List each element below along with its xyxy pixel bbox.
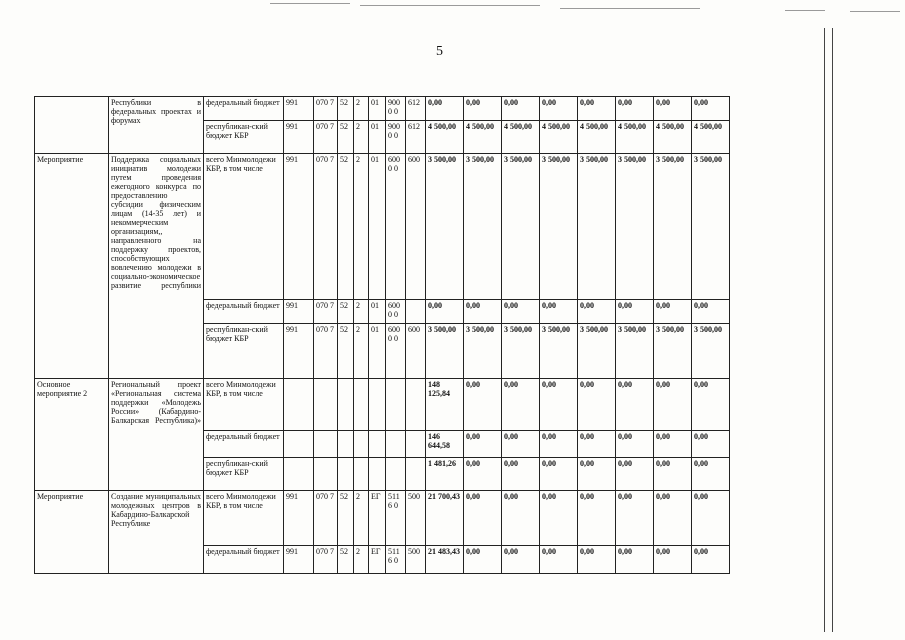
code-cell: 991 <box>284 324 314 379</box>
value-cell: 0,00 <box>616 300 654 324</box>
value-cell: 0,00 <box>502 491 540 546</box>
table-row <box>35 379 730 431</box>
value-cell: 4 500,00 <box>578 121 616 154</box>
funding-source-cell: всего Минмолодежи КБР, в том числе <box>204 379 284 431</box>
code-cell <box>369 458 386 491</box>
code-cell <box>406 379 426 431</box>
value-cell: 4 500,00 <box>654 121 692 154</box>
value-cell: 3 500,00 <box>540 154 578 300</box>
value-cell: 3 500,00 <box>540 324 578 379</box>
code-cell: 600 <box>406 154 426 300</box>
code-cell: 500 <box>406 491 426 546</box>
code-cell <box>338 431 354 458</box>
value-cell: 4 500,00 <box>540 121 578 154</box>
code-cell: 52 <box>338 324 354 379</box>
value-cell: 0,00 <box>502 546 540 574</box>
activity-cell: Мероприятие <box>35 491 109 574</box>
code-cell: 991 <box>284 97 314 121</box>
code-cell: ЕГ <box>369 546 386 574</box>
code-cell: 2 <box>354 324 369 379</box>
value-cell: 0,00 <box>654 379 692 431</box>
value-cell: 3 500,00 <box>426 324 464 379</box>
code-cell: ЕГ <box>369 491 386 546</box>
value-cell: 3 500,00 <box>502 154 540 300</box>
code-cell: 991 <box>284 154 314 300</box>
table-row <box>35 154 730 300</box>
value-cell: 0,00 <box>654 431 692 458</box>
code-cell <box>284 431 314 458</box>
value-cell: 0,00 <box>616 458 654 491</box>
budget-table <box>34 96 730 574</box>
code-cell: 01 <box>369 154 386 300</box>
value-cell: 0,00 <box>692 546 730 574</box>
code-cell: 52 <box>338 154 354 300</box>
scan-line-right <box>832 28 833 632</box>
code-cell <box>369 431 386 458</box>
value-cell: 0,00 <box>464 431 502 458</box>
code-cell: 991 <box>284 491 314 546</box>
funding-source-cell: федеральный бюджет <box>204 97 284 121</box>
value-cell: 0,00 <box>616 97 654 121</box>
value-cell: 0,00 <box>654 300 692 324</box>
value-cell: 0,00 <box>464 97 502 121</box>
code-cell: 612 <box>406 97 426 121</box>
value-cell: 0,00 <box>616 431 654 458</box>
code-cell: 5116 0 <box>386 546 406 574</box>
code-cell: 9000 0 <box>386 121 406 154</box>
code-cell: 991 <box>284 121 314 154</box>
value-cell: 0,00 <box>616 546 654 574</box>
code-cell <box>354 431 369 458</box>
value-cell: 0,00 <box>464 379 502 431</box>
value-cell: 3 500,00 <box>464 324 502 379</box>
value-cell: 3 500,00 <box>578 154 616 300</box>
value-cell: 0,00 <box>578 458 616 491</box>
description-cell: Создание муниципальных молодежных центров в Кабардино-Балкарской Республике <box>109 491 204 574</box>
code-cell: 070 7 <box>314 546 338 574</box>
value-cell: 0,00 <box>540 97 578 121</box>
value-cell: 0,00 <box>616 491 654 546</box>
value-cell: 0,00 <box>502 300 540 324</box>
code-cell: 5116 0 <box>386 491 406 546</box>
code-cell: 2 <box>354 300 369 324</box>
value-cell: 0,00 <box>578 546 616 574</box>
value-cell: 0,00 <box>578 431 616 458</box>
code-cell: 52 <box>338 546 354 574</box>
value-cell: 21 483,43 <box>426 546 464 574</box>
value-cell: 0,00 <box>692 491 730 546</box>
code-cell: 070 7 <box>314 300 338 324</box>
value-cell: 0,00 <box>464 458 502 491</box>
code-cell: 070 7 <box>314 121 338 154</box>
value-cell: 3 500,00 <box>616 154 654 300</box>
value-cell: 0,00 <box>464 300 502 324</box>
code-cell <box>314 431 338 458</box>
code-cell: 2 <box>354 154 369 300</box>
code-cell: 070 7 <box>314 97 338 121</box>
code-cell: 500 <box>406 546 426 574</box>
value-cell: 4 500,00 <box>502 121 540 154</box>
code-cell: 6000 0 <box>386 300 406 324</box>
value-cell: 0,00 <box>578 491 616 546</box>
value-cell: 0,00 <box>616 379 654 431</box>
code-cell <box>354 458 369 491</box>
description-cell: Региональный проект «Региональная система поддержки «Молодежь России» (Кабардино-Балкарская Республика)» <box>109 379 204 491</box>
code-cell: 2 <box>354 121 369 154</box>
value-cell: 0,00 <box>692 431 730 458</box>
value-cell: 0,00 <box>540 458 578 491</box>
code-cell: 2 <box>354 491 369 546</box>
value-cell: 146 644,58 <box>426 431 464 458</box>
value-cell: 3 500,00 <box>426 154 464 300</box>
code-cell: 991 <box>284 546 314 574</box>
code-cell <box>386 379 406 431</box>
value-cell: 4 500,00 <box>426 121 464 154</box>
value-cell: 4 500,00 <box>464 121 502 154</box>
value-cell: 148 125,84 <box>426 379 464 431</box>
code-cell: 6000 0 <box>386 324 406 379</box>
value-cell: 0,00 <box>540 546 578 574</box>
activity-cell <box>35 97 109 154</box>
value-cell: 0,00 <box>654 97 692 121</box>
value-cell: 3 500,00 <box>692 154 730 300</box>
code-cell <box>369 379 386 431</box>
value-cell: 0,00 <box>654 546 692 574</box>
code-cell: 070 7 <box>314 491 338 546</box>
value-cell: 0,00 <box>464 546 502 574</box>
code-cell: 01 <box>369 121 386 154</box>
code-cell <box>354 379 369 431</box>
activity-cell: Мероприятие <box>35 154 109 379</box>
code-cell: 52 <box>338 300 354 324</box>
code-cell <box>386 458 406 491</box>
value-cell: 3 500,00 <box>692 324 730 379</box>
code-cell: 612 <box>406 121 426 154</box>
value-cell: 0,00 <box>540 379 578 431</box>
value-cell: 0,00 <box>540 300 578 324</box>
value-cell: 0,00 <box>426 97 464 121</box>
code-cell: 52 <box>338 491 354 546</box>
value-cell: 0,00 <box>578 379 616 431</box>
code-cell <box>386 431 406 458</box>
value-cell: 4 500,00 <box>616 121 654 154</box>
value-cell: 3 500,00 <box>502 324 540 379</box>
code-cell: 2 <box>354 546 369 574</box>
value-cell: 0,00 <box>692 379 730 431</box>
code-cell <box>338 458 354 491</box>
code-cell: 01 <box>369 97 386 121</box>
value-cell: 0,00 <box>654 491 692 546</box>
value-cell: 3 500,00 <box>464 154 502 300</box>
code-cell <box>338 379 354 431</box>
table-row <box>35 491 730 546</box>
value-cell: 21 700,43 <box>426 491 464 546</box>
value-cell: 0,00 <box>578 300 616 324</box>
code-cell: 2 <box>354 97 369 121</box>
value-cell: 0,00 <box>654 458 692 491</box>
funding-source-cell: федеральный бюджет <box>204 431 284 458</box>
funding-source-cell: республикан-ский бюджет КБР <box>204 324 284 379</box>
code-cell <box>314 458 338 491</box>
value-cell: 0,00 <box>692 97 730 121</box>
code-cell <box>406 300 426 324</box>
activity-cell: Основное мероприятие 2 <box>35 379 109 491</box>
value-cell: 0,00 <box>692 458 730 491</box>
code-cell: 52 <box>338 121 354 154</box>
value-cell: 0,00 <box>502 431 540 458</box>
funding-source-cell: республикан-ский бюджет КБР <box>204 458 284 491</box>
funding-source-cell: федеральный бюджет <box>204 300 284 324</box>
value-cell: 0,00 <box>540 491 578 546</box>
description-cell: Республики в федеральных проектах и форумах <box>109 97 204 154</box>
code-cell <box>284 458 314 491</box>
value-cell: 3 500,00 <box>654 324 692 379</box>
value-cell: 0,00 <box>502 97 540 121</box>
funding-source-cell: всего Минмолодежи КБР, в том числе <box>204 154 284 300</box>
value-cell: 3 500,00 <box>578 324 616 379</box>
code-cell: 01 <box>369 300 386 324</box>
code-cell: 070 7 <box>314 154 338 300</box>
code-cell <box>406 458 426 491</box>
code-cell <box>406 431 426 458</box>
code-cell: 600 <box>406 324 426 379</box>
value-cell: 0,00 <box>502 458 540 491</box>
code-cell <box>284 379 314 431</box>
table-row <box>35 97 730 121</box>
funding-source-cell: всего Минмолодежи КБР, в том числе <box>204 491 284 546</box>
code-cell: 991 <box>284 300 314 324</box>
scan-line-left <box>824 28 825 632</box>
funding-source-cell: республикан-ский бюджет КБР <box>204 121 284 154</box>
code-cell <box>314 379 338 431</box>
code-cell: 9000 0 <box>386 97 406 121</box>
funding-source-cell: федеральный бюджет <box>204 546 284 574</box>
value-cell: 3 500,00 <box>654 154 692 300</box>
code-cell: 52 <box>338 97 354 121</box>
value-cell: 0,00 <box>426 300 464 324</box>
value-cell: 0,00 <box>502 379 540 431</box>
code-cell: 01 <box>369 324 386 379</box>
value-cell: 4 500,00 <box>692 121 730 154</box>
code-cell: 070 7 <box>314 324 338 379</box>
value-cell: 0,00 <box>464 491 502 546</box>
value-cell: 0,00 <box>540 431 578 458</box>
value-cell: 0,00 <box>692 300 730 324</box>
value-cell: 3 500,00 <box>616 324 654 379</box>
value-cell: 1 481,26 <box>426 458 464 491</box>
code-cell: 6000 0 <box>386 154 406 300</box>
page-number: 5 <box>436 44 443 59</box>
value-cell: 0,00 <box>578 97 616 121</box>
description-cell: Поддержка социальных инициатив молодежи путем проведения ежегодного конкурса по предоставлению субсидии физическим лицам (14-35 лет) и некоммерческим организациям,, направленного на поддержку проектов, способствующих вовлечению молодежи в социально-экономическое развитие республики <box>109 154 204 379</box>
